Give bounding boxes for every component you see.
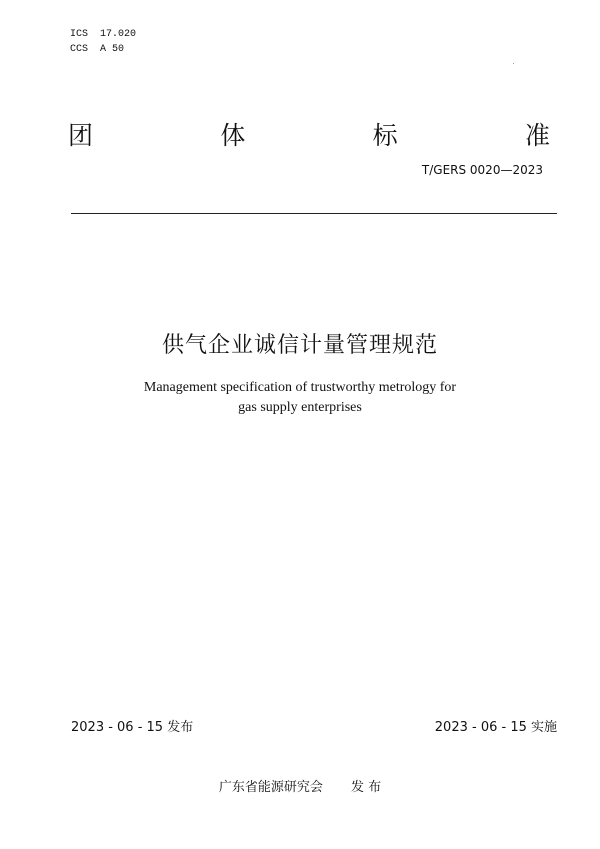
issuer-action: 发 布 <box>350 780 382 795</box>
standard-type-char: 准 <box>524 121 550 150</box>
standard-type-heading <box>68 116 550 152</box>
issuer-name: 广东省能源研究会 <box>218 780 323 795</box>
standard-type-char: 团 <box>68 121 94 150</box>
standard-number: T/GERS 0020—2023 <box>421 163 543 177</box>
standard-type-char: 体 <box>220 121 246 150</box>
title-english-line-1: Management specification of trustworthy metrology for <box>143 380 457 395</box>
ics-code: ICS 17.020 <box>70 29 137 40</box>
header-divider <box>71 213 557 214</box>
scan-speck <box>513 63 514 64</box>
publish-date: 2023 - 06 - 15 发布 <box>71 720 194 735</box>
title-english-line-2: gas supply enterprises <box>238 400 362 415</box>
issuer-line <box>0 776 600 795</box>
classification-codes <box>70 27 136 57</box>
title-chinese: 供气企业诚信计量管理规范 <box>161 333 438 358</box>
title-english <box>0 378 600 418</box>
effective-date: 2023 - 06 - 15 实施 <box>434 720 557 735</box>
ccs-code: CCS A 50 <box>70 44 125 55</box>
standard-type-char: 标 <box>372 121 398 150</box>
